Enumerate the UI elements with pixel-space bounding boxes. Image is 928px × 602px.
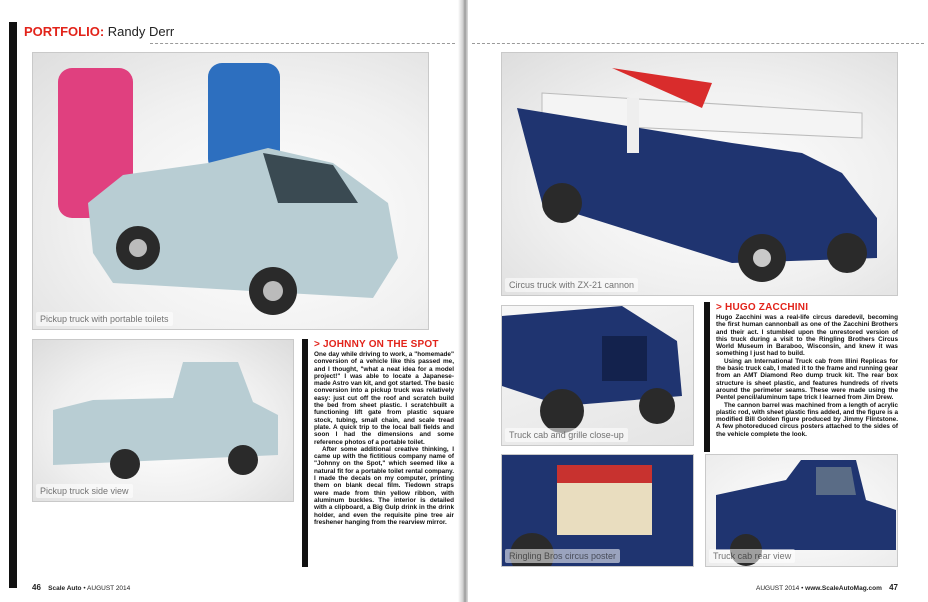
photo-caption: Truck cab and grille close-up [505,428,628,442]
pickup-illustration [33,53,428,329]
photo-caption: Pickup truck side view [36,484,133,498]
magazine-name: Scale Auto [48,585,82,592]
article-hugo-zacchini [704,302,898,452]
page-number: 47 [889,583,898,592]
article-heading: > HUGO ZACCHINI [716,302,809,313]
photo-caption: Circus truck with ZX-21 cannon [505,278,638,292]
header-rule [150,43,455,44]
left-page [0,0,463,602]
photo-pickup-with-toilets [32,52,429,330]
photo-pickup-side [32,339,294,502]
photo-circus-poster [501,454,694,567]
right-page [468,0,928,602]
photo-caption: Ringling Bros circus poster [505,549,620,563]
photo-circus-truck [501,52,898,296]
magazine-website[interactable]: www.ScaleAutoMag.com [805,585,882,592]
section-header [24,24,174,39]
article-heading: > JOHNNY ON THE SPOT [314,339,439,350]
page-number: 46 [32,583,41,592]
photo-truck-grille [501,305,694,446]
issue-date: AUGUST 2014 [756,585,800,592]
header-rule [472,43,924,44]
truck-grille-illustration [502,306,693,445]
article-johnny-on-the-spot [302,339,454,567]
issue-date: AUGUST 2014 [87,585,131,592]
article-paragraph: Hugo Zacchini was a real-life circus daredevil, becoming the first human cannonball as one of the Zacchini Brothers and their act. I stumbled upon the unrestored version of this truck during a visit to the Ringling Brothers Circus World Museum in Baraboo, Wisconsin, and knew it was something I just had to build. [716,314,898,358]
circus-truck-illustration [502,53,897,295]
article-paragraph: Using an International Truck cab from Illini Replicas for the basic truck cab, I mated it to the frame and running gear from an AMT Diamond Reo dump truck kit. The rear box structure is sheet plastic, and features hundreds of rivets around the perimeter seams. These were made using the Pentel pencil/aluminum tape trick I learned from Jim Drew. [716,357,898,402]
article-paragraph: One day while driving to work, a "homemade" conversion of a vehicle like this passed me, and I thought, "what a neat idea for a model project!" I was able to locate a Japanese-made Astro van kit, and got started. The basic conversion into a pickup truck was relatively easy: just cut off the roof and scratch build the bed from sheet plastic. I scratchbuilt a functioning lift gate from plastic square stock, tubing, small chain, and scale tread plate. A quick trip to the local ball fields and soon I had the dimensions and some reference photos of a portable toilet. [314,351,454,446]
left-page-edge-bar [9,22,17,588]
article-paragraph: The cannon barrel was machined from a length of acrylic plastic rod, with sheet plastic fins added, and the figure is a modified Bill Golden figure produced by Jimmy Flintstone. A few photoreduced circus posters attached to the sides of the vehicle complete the look. [716,401,898,438]
page-folio [32,583,130,592]
photo-caption: Truck cab rear view [709,549,795,563]
folio-separator: • [83,585,86,592]
page-folio [756,583,898,592]
article-paragraph: After some additional creative thinking, I came up with the fictitious company name of "Johnny on the Spot," which seemed like a natural fit for a portable toilet rental company. I made the decals on my computer, printing them on blank decal film. Tiedown straps were made from thin yellow ribbon, with aluminum buckles. The interior is detailed with a clipboard, a Big Gulp drink in the drink holder, and even the requisite pine tree air freshener hanging from the rearview mirror. [314,445,454,526]
portfolio-author: Randy Derr [107,24,175,39]
pickup-side-illustration [33,340,293,501]
folio-separator: • [801,585,804,592]
section-kicker: PORTFOLIO: [24,24,105,39]
photo-truck-rear [705,454,898,567]
photo-caption: Pickup truck with portable toilets [36,312,173,326]
